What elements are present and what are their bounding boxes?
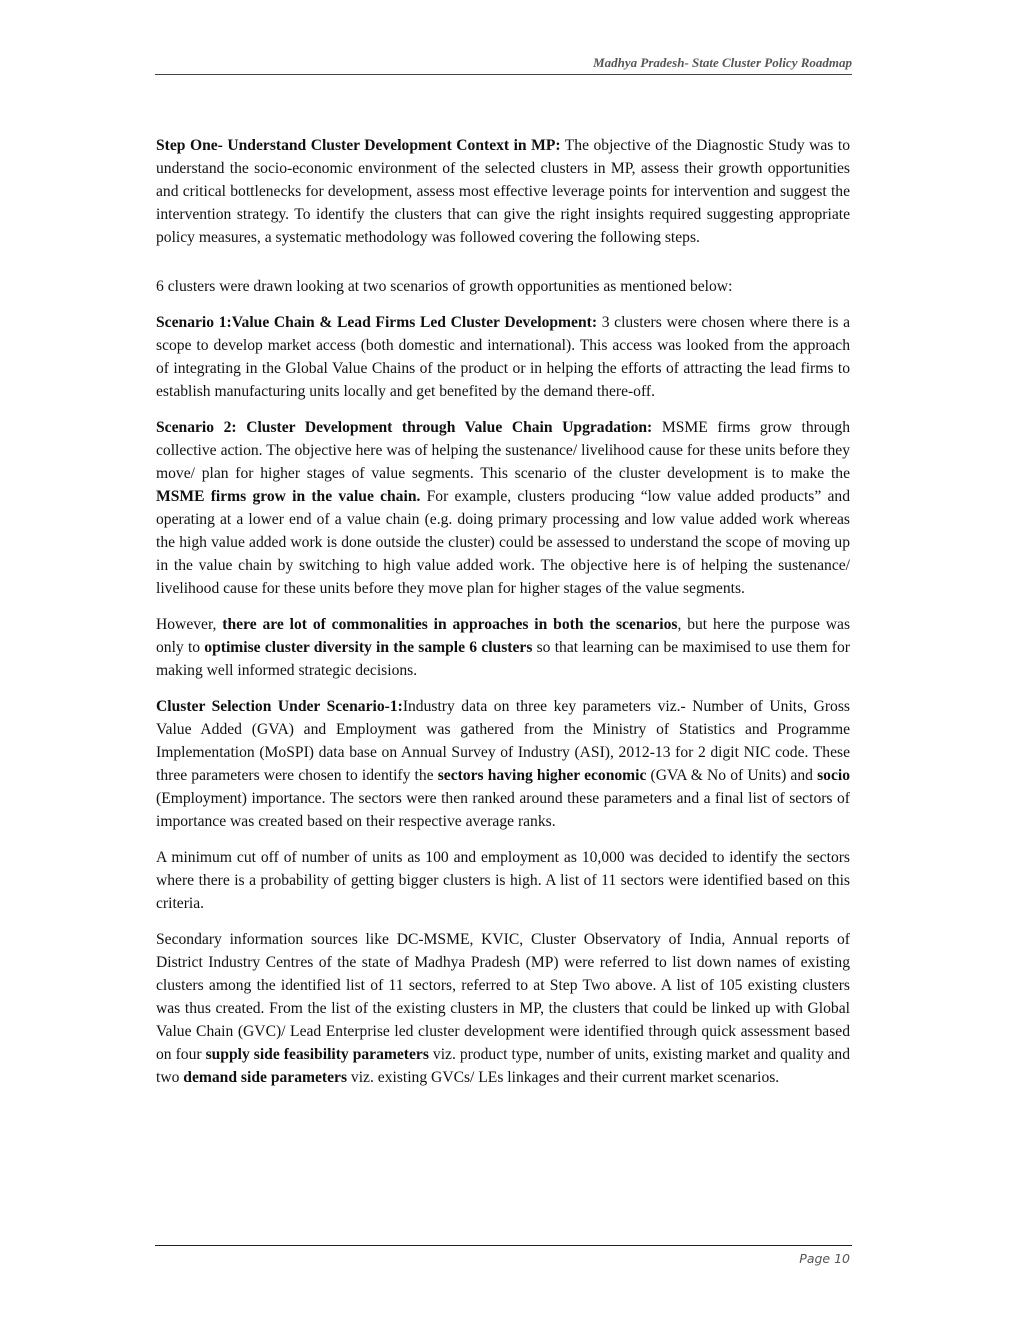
secondary-text2: viz. product type, number of units, existing market and quality and two <box>156 1046 850 1086</box>
however-text3: so that learning can be maximised to use them for making well informed strategic decisions. <box>156 639 850 679</box>
step-one-text: The objective of the Diagnostic Study was to understand the socio-economic environment of the selected clusters in MP, assess their growth opportunities and critical bottlenecks for development, assess most effective leverage points for intervention and suggest the intervention strategy. To identify the clusters that can give the right insights required suggesting appropriate policy measures, a systematic methodology was followed covering the following steps. <box>156 137 850 246</box>
secondary-text3: viz. existing GVCs/ LEs linkages and their current market scenarios. <box>347 1069 780 1086</box>
step-one-heading: Step One- Understand Cluster Development Context in MP: <box>156 137 561 154</box>
however-paragraph <box>156 613 850 682</box>
secondary-bold2: demand side parameters <box>183 1069 348 1086</box>
however-bold1: there are lot of commonalities in approaches in both the scenarios <box>222 616 678 633</box>
however-text1: However, <box>156 616 223 633</box>
scenario1-text: 3 clusters were chosen where there is a scope to develop market access (both domestic and international). This access was looked from the approach of integrating in the Global Value Chains of the product or in helping the efforts of attracting the lead firms to establish manufacturing units locally and get benefited by the demand there-off. <box>156 314 850 400</box>
cluster-selection-heading: Cluster Selection Under Scenario-1: <box>156 698 403 715</box>
page-number: Page 10 <box>799 1251 850 1266</box>
scenario1-heading: Scenario 1:Value Chain & Lead Firms Led Cluster Development: <box>156 314 598 331</box>
secondary-text1: Secondary information sources like DC-MSME, KVIC, Cluster Observatory of India, Annual reports of District Industry Centres of the state of Madhya Pradesh (MP) were referred to list down names of existing clusters among the identified list of 11 sectors, referred to at Step Two above. A list of 105 existing clusters was thus created. From the list of the existing clusters in MP, the clusters that could be linked up with Global Value Chain (GVC)/ Lead Enterprise led cluster development were identified through quick assessment based on four <box>156 931 850 1063</box>
cluster-selection-paragraph <box>156 695 850 833</box>
selection-text1: Industry data on three key parameters viz.- Number of Units, Gross Value Added (GVA) and Employment was gathered from the Ministry of Statistics and Programme Implementation (MoSPI) data base on Annual Survey of Industry (ASI), 2012-13 for 2 digit NIC code. These three parameters were chosen to identify the <box>156 698 850 784</box>
selection-bold1: sectors having higher economic <box>437 767 647 784</box>
footer-divider <box>155 1245 852 1246</box>
scenario2-bold1: MSME firms grow in the value chain. <box>156 488 421 505</box>
scenario2-paragraph <box>156 416 850 600</box>
running-header <box>155 55 852 75</box>
scenario2-text2: For example, clusters producing “low value added products” and operating at a lower end of a value chain (e.g. doing primary processing and low value added work whereas the high value added work is done outside the cluster) could be assessed to understand the scope of moving up in the value chain by switching to high value added work. The objective here is of helping the sustenance/ livelihood cause for these units before they move plan for higher stages of the value segments. <box>156 488 850 597</box>
six-clusters-paragraph: 6 clusters were drawn looking at two scenarios of growth opportunities as mentioned below: <box>156 278 733 295</box>
secondary-info-paragraph <box>156 928 850 1089</box>
scenario2-heading: Scenario 2: Cluster Development through Value Chain Upgradation: <box>156 419 653 436</box>
however-bold2: optimise cluster diversity in the sample 6 clusters <box>204 639 533 656</box>
however-text2: , but here the purpose was only to <box>156 616 851 656</box>
selection-text3: (Employment) importance. The sectors were then ranked around these parameters and a final list of sectors of importance was created based on their respective average ranks. <box>156 790 850 830</box>
secondary-bold1: supply side feasibility parameters <box>205 1046 429 1063</box>
step-one-paragraph <box>156 134 850 249</box>
scenario2-text1: MSME firms grow through collective action. The objective here was of helping the sustenance/ livelihood cause for these units before they move/ plan for higher stages of value segments. This scenario of the cluster development is to make the <box>156 419 850 482</box>
cutoff-paragraph: A minimum cut off of number of units as 100 and employment as 10,000 was decided to identify the sectors where there is a probability of getting bigger clusters is high. A list of 11 sectors were identified based on this criteria. <box>156 849 850 912</box>
selection-text2: (GVA & No of Units) and <box>646 767 818 784</box>
document-body <box>156 134 850 1102</box>
header-title: Madhya Pradesh- State Cluster Policy Roadmap <box>593 55 852 70</box>
selection-bold2: socio <box>817 767 850 784</box>
scenario1-paragraph <box>156 311 850 403</box>
